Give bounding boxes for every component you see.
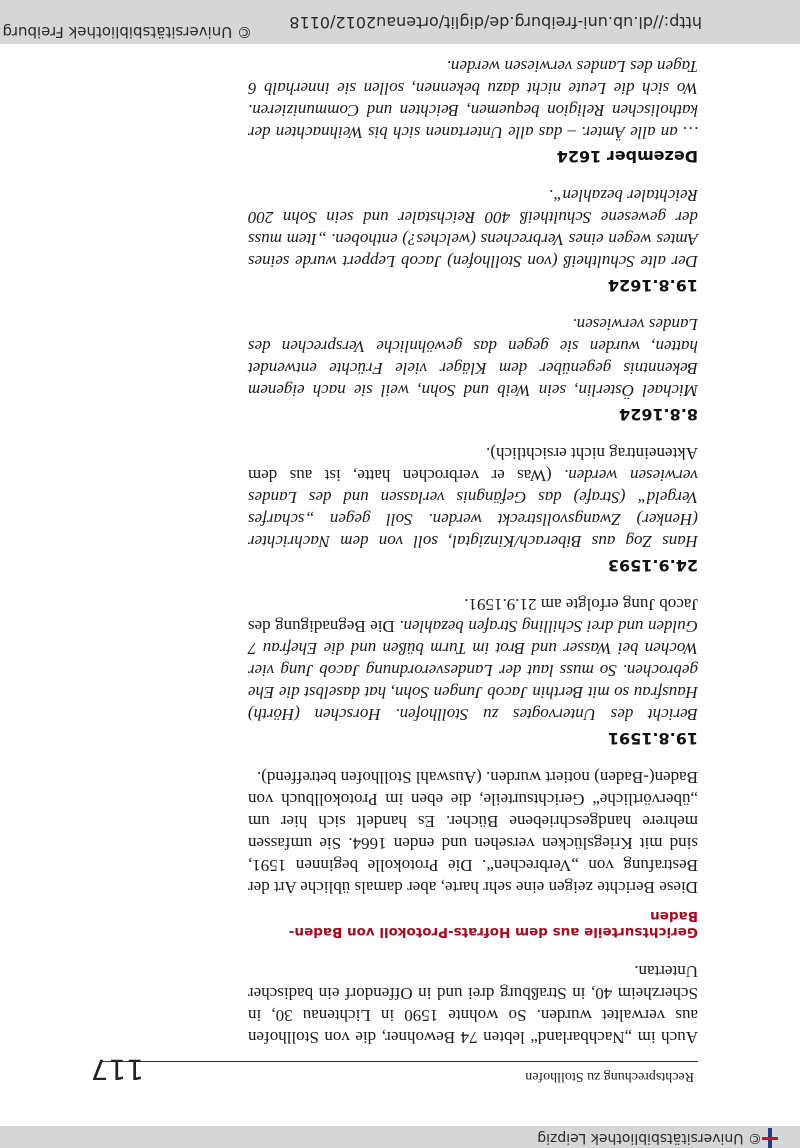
top-copyright-text: © Universitätsbibliothek Leipzig xyxy=(537,1130,762,1146)
bottom-watermark-bar xyxy=(0,0,800,44)
entry-italic-text: … an alle Ämter. – das alle Untertanen sich bis Weihnachten der katholischen Religion bequemen, Beichten und Communizieren. Wo sich die Leute nicht dazu bekennen, sollen sie innerhalb 6 Tagen des Landes verwiesen werden. xyxy=(248,57,698,142)
entry-italic-text: Hans Zog aus Biberach/Kinzigtal, soll von dem Nachrichter (Henker) Zwangsvollstreckt werden. Soll gegen „scharfes Vergeld“ (Strafe) das Gefängnis verlassen und des Landes verwiesen werden. xyxy=(248,466,698,551)
intro-paragraph: Auch im „Nachbarland“ lebten 74 Bewohner, die von Stollhofen aus verwaltet wurden. So wohnte 1590 in Lichtenau 30, in Scherzheim 40, in Straßburg drei und in Offendorf ein badischer Untertan. xyxy=(248,962,698,1047)
entry-date: Dezember 1624 xyxy=(556,147,698,166)
top-watermark-bar xyxy=(0,1126,800,1148)
entry-italic-text: Michael Österlin, sein Weib und Sohn, weil sie nach eigenem Bekenntnis gegenüber dem Kläger viele Früchte entwendet hatten, wurden sie gegen das gewöhnliche Versprechen des Landes verwiesen. xyxy=(248,315,698,400)
source-url-text: http://dl.ub.uni-freiburg.de/diglit/ortenau2012/0118 xyxy=(289,13,702,32)
entry-date: 19.8.1591 xyxy=(607,729,698,748)
section-heading: Gerichtsurteile aus dem Hofrats-Protokoll von Baden-Baden xyxy=(288,908,698,940)
entry-text xyxy=(248,593,698,725)
entry-italic-text: Bericht des Untervogtes zu Stollhofen. Horschen (Hörth) Hausfrau so mit Berthin Jacob Jungen Sohn, hat daselbst die Ehe gebrochen. So muss laut der Landesverordnung Jacob Jung vier Wochen bei Wasser und Brot im Turm büßen und die Ehefrau 7 Gulden und drei Schilling Strafen bezahlen. xyxy=(248,617,698,724)
bottom-copyright-text: © Universitätsbibliothek Freiburg xyxy=(2,23,252,41)
entry-plain-text: Die Begnadigung des Jacob Jung erfolgte am 21.9.1591. xyxy=(248,595,698,636)
section-intro-paragraph: Diese Berichte zeigen eine sehr harte, aber damals übliche Art der Bestrafung von „Verbrechen“. Die Protokolle beginnen 1591, sind mit Kriegslücken versehen und enden 1664. Sie umfassen mehrere handgeschriebene Bücher. Es handelt sich hier um „übervörtliche“ Gerichtsurteile, die eben im Protokollbuch von Baden(-Baden) notiert wurden. (Auswahl Stollhofen betreffend). xyxy=(248,768,698,897)
entry-text xyxy=(248,442,698,552)
page-content xyxy=(248,55,698,1048)
entry-italic-text: Der alte Schultheiß (von Stollhofen) Jacob Leppert wurde seines Amtes wegen eines Verbrechens (welches?) enthoben. „Item muss der gewesene Schultheiß 400 Reichstaler und sein Sohn 200 Reichtaler bezahlen“. xyxy=(248,186,698,271)
page-number: 117 xyxy=(90,1053,144,1086)
entry-date: 24.9.1593 xyxy=(607,556,698,575)
entry-plain-text: (Was er verbrochen hatte, ist aus dem Akteneintrag nicht ersichtlich). xyxy=(247,444,698,485)
entry-date: 19.8.1624 xyxy=(607,276,698,295)
running-title: Rechtsprechung zu Stollhofen xyxy=(525,1069,694,1084)
running-header xyxy=(100,1061,698,1090)
entry-date: 8.8.1624 xyxy=(619,405,698,424)
